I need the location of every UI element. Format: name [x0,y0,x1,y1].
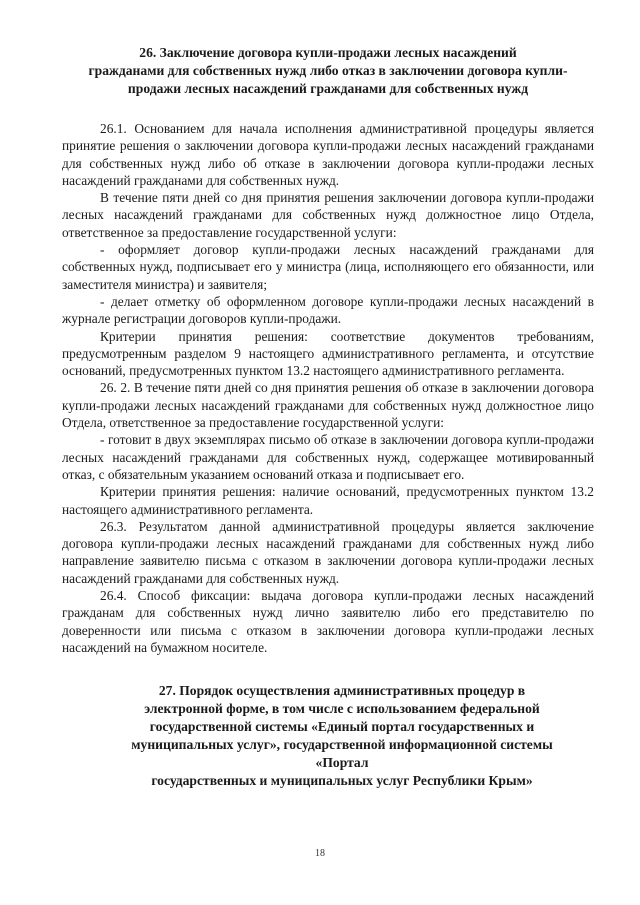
section-26-title-line: продажи лесных насаждений гражданами для собственных нужд [127,81,529,96]
list-item-refusal-letter: - готовит в двух экземплярах письмо об отказе в заключении договора купли-продажи лесных насаждений гражданами для собственных нужд, содержащее мотивированный отказ, с обязательным указанием оснований отказа и подписывает его. [62,432,594,482]
paragraph-26-1-deadline: В течение пяти дней со дня принятия решения заключении договора купли-продажи лесных насаждений гражданами для собственных нужд должностное лицо Отдела, ответственное за предоставление государственной услуги: [62,190,594,240]
section-26-body [62,120,594,656]
section-27-title-line: государственных и муниципальных услуг Республики Крым» [151,773,533,789]
section-26-title [62,44,594,98]
section-26-title-line: 26. Заключение договора купли-продажи лесных насаждений [139,45,517,60]
section-27-title-line: государственной системы «Единый портал государственных и [149,719,535,735]
paragraph-26-4: 26.4. Способ фиксации: выдача договора купли-продажи лесных насаждений гражданам для собственных нужд лично заявителю либо его представителю по доверенности или письма с отказом в заключении договора купли-продажи лесных насаждений на бумажном носителе. [62,588,594,655]
section-27-title-line: электронной форме, в том числе с использованием федеральной [144,701,540,717]
list-item-draw-up-contract: - оформляет договор купли-продажи лесных насаждений гражданами для собственных нужд, подписывает его у министра (лица, исполняющего его обязанности, или заместителя министра) и заявителя; [62,242,594,292]
paragraph-26-3: 26.3. Результатом данной административной процедуры является заключение договора купли-продажи лесных насаждений гражданами для собственных нужд либо направление заявителю письма с отказом в заключении договора купли-продажи лесных насаждений гражданами для собственных нужд. [62,518,594,586]
page-number: 18 [315,848,325,859]
section-27-title-line: муниципальных услуг», государственной информационной системы «Портал [131,737,553,771]
paragraph-26-2: 26. 2. В течение пяти дней со дня принятия решения об отказе в заключении договора купли-продажи лесных насаждений гражданами для собственных нужд должностное лицо Отдела, ответственное за предоставление государственной услуги: [62,380,594,431]
paragraph-26-2-criteria: Критерии принятия решения: наличие оснований, предусмотренных пунктом 13.2 настоящего административного регламента. [62,484,594,517]
section-26-title-line: гражданами для собственных нужд либо отказ в заключении договора купли- [88,63,568,78]
paragraph-26-1-criteria: Критерии принятия решения: соответствие документов требованиям, предусмотренным разделом 9 настоящего административного регламента, и отсутствие оснований, предусмотренных пунктом 13.2 настоящего административного регламента. [62,328,594,379]
section-27-title-line: 27. Порядок осуществления административных процедур в [158,683,526,699]
list-item-journal-mark: - делает отметку об оформленном договоре купли-продажи лесных насаждений в журнале регистрации договоров купли-продажи. [62,293,594,327]
section-27-title [62,682,594,790]
paragraph-26-1: 26.1. Основанием для начала исполнения административной процедуры является принятие решения о заключении договора купли-продажи лесных насаждений гражданами для собственных нужд либо об отказе в заключении договора купли-продажи лесных насаждений гражданами для собственных нужд. [62,121,594,188]
